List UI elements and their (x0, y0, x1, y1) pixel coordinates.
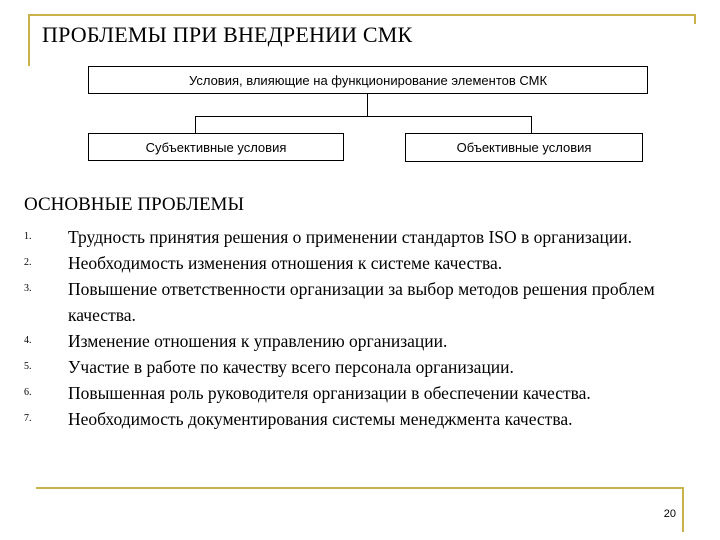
item-text: Необходимость изменения отношения к системе качества. (68, 253, 503, 273)
list-item (24, 406, 694, 432)
decor-right-line (694, 14, 696, 24)
list-item (24, 250, 694, 276)
page-number: 20 (663, 508, 676, 520)
decor-bottom-right-line (682, 487, 684, 532)
list-item (24, 328, 694, 354)
list-item (24, 224, 694, 250)
list-item (24, 380, 694, 406)
item-text: Изменение отношения к управлению организации. (68, 331, 448, 351)
item-number: 3. (24, 283, 32, 294)
connector-vertical-main (367, 94, 368, 116)
item-number: 1. (24, 231, 32, 242)
connector-horizontal (195, 116, 532, 117)
item-text: Трудность принятия решения о применении стандартов ISO в организации. (68, 227, 633, 247)
item-text: Повышенная роль руководителя организации в обеспечении качества. (68, 383, 591, 403)
decor-vertical-line (28, 14, 30, 66)
top-condition-box: Условия, влияющие на функционирование элементов СМК (88, 66, 648, 94)
item-number: 7. (24, 413, 32, 424)
item-text: Повышение ответственности организации за выбор методов решения проблем качества. (68, 279, 655, 325)
item-number: 4. (24, 335, 32, 346)
problems-list (24, 224, 694, 432)
subjective-conditions-box: Субъективные условия (88, 133, 344, 161)
slide-title: ПРОБЛЕМЫ ПРИ ВНЕДРЕНИИ СМК (42, 22, 413, 47)
objective-conditions-box: Объективные условия (405, 133, 643, 162)
item-number: 6. (24, 387, 32, 398)
decor-bottom-line (36, 487, 684, 489)
decor-top-line (28, 14, 696, 16)
item-text: Участие в работе по качеству всего персонала организации. (68, 357, 514, 377)
list-item (24, 354, 694, 380)
item-text: Необходимость документирования системы менеджмента качества. (68, 409, 573, 429)
item-number: 5. (24, 361, 32, 372)
item-number: 2. (24, 257, 32, 268)
section-heading: ОСНОВНЫЕ ПРОБЛЕМЫ (24, 194, 245, 215)
connector-right (531, 116, 532, 133)
list-item (24, 276, 694, 328)
connector-left (195, 116, 196, 133)
